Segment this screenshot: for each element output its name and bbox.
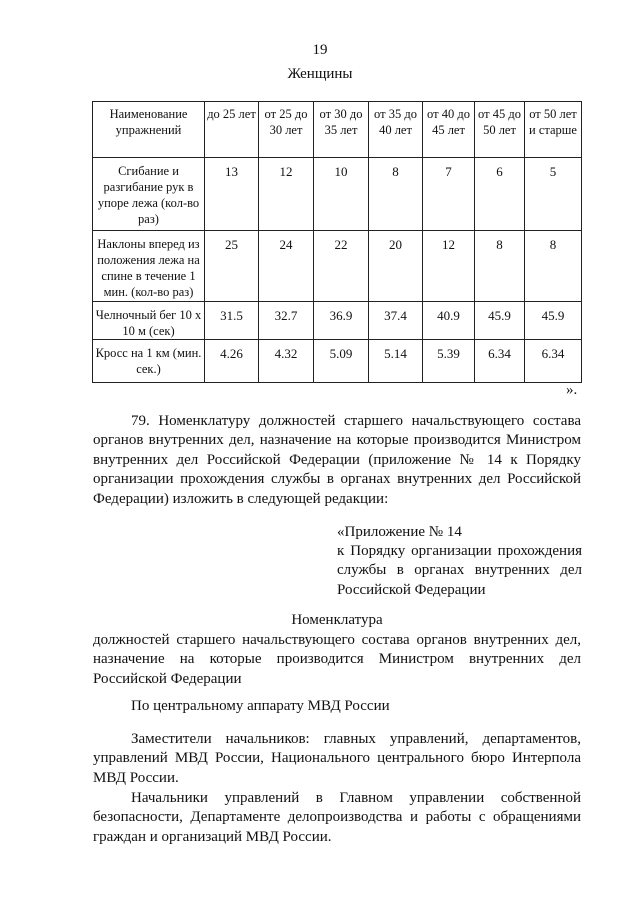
table-cell: 22: [314, 231, 369, 302]
clause-79-paragraph: 79. Номенклатуру должностей старшего начальствующего состава органов внутренних дел, назначение на которые производится Министром внутренних дел Российской Федерации (приложение № 14 к Порядку организации прохождения службы в органах внутренних дел Российской Федерации) изложить в следующей редакции:: [93, 413, 581, 507]
table-cell: 40.9: [423, 302, 475, 340]
table-cell: 13: [205, 158, 259, 231]
table-cell: 20: [369, 231, 423, 302]
table-cell: 32.7: [259, 302, 314, 340]
column-header: от 45 до 50 лет: [475, 102, 525, 158]
table-cell: 4.26: [205, 340, 259, 383]
table-cell: 8: [525, 231, 582, 302]
table-row: [93, 158, 582, 231]
exercise-name: Сгибание и разгибание рук в упоре лежа (кол-во раз): [93, 158, 205, 231]
table-cell: 5.39: [423, 340, 475, 383]
central-apparatus-heading: По центральному аппарату МВД России: [131, 698, 390, 714]
table-row: [93, 302, 582, 340]
section-title: Женщины: [287, 66, 353, 82]
nomenclature-subtitle: должностей старшего начальствующего состава органов внутренних дел, назначение на которые производится Министром внутренних дел Российской Федерации: [93, 632, 581, 687]
table-cell: 6.34: [475, 340, 525, 383]
closing-quote: ».: [566, 382, 578, 398]
table-row: [93, 340, 582, 383]
table-cell: 36.9: [314, 302, 369, 340]
table-cell: 6.34: [525, 340, 582, 383]
table-cell: 45.9: [475, 302, 525, 340]
nomenclature-title: Номенклатура: [291, 612, 383, 628]
exercise-name: Кросс на 1 км (мин. сек.): [93, 340, 205, 383]
table-cell: 12: [259, 158, 314, 231]
column-header: от 40 до 45 лет: [423, 102, 475, 158]
table-cell: 45.9: [525, 302, 582, 340]
table-cell: 5.09: [314, 340, 369, 383]
appendix-reference: [337, 523, 582, 600]
column-header: от 35 до 40 лет: [369, 102, 423, 158]
table-cell: 12: [423, 231, 475, 302]
exercise-name: Челночный бег 10 х 10 м (сек): [93, 302, 205, 340]
table-cell: 8: [475, 231, 525, 302]
position-paragraph: Начальники управлений в Главном управлении собственной безопасности, Департаменте делопроизводства и работы с обращениями граждан и организаций МВД России.: [93, 790, 581, 845]
table-row: [93, 231, 582, 302]
table-cell: 10: [314, 158, 369, 231]
column-header: от 30 до 35 лет: [314, 102, 369, 158]
column-header: от 25 до 30 лет: [259, 102, 314, 158]
table-header-row: [93, 102, 582, 158]
appendix-caption: к Порядку организации прохождения службы в органах внутренних дел Российской Федерации: [337, 543, 582, 598]
table-cell: 5: [525, 158, 582, 231]
fitness-norms-table: [92, 101, 582, 383]
table-cell: 7: [423, 158, 475, 231]
table-cell: 8: [369, 158, 423, 231]
table-cell: 31.5: [205, 302, 259, 340]
page-number: 19: [312, 42, 328, 58]
column-header: Наименование упражнений: [93, 102, 205, 158]
exercise-name: Наклоны вперед из положения лежа на спине в течение 1 мин. (кол-во раз): [93, 231, 205, 302]
column-header: от 50 лет и старше: [525, 102, 582, 158]
table-cell: 5.14: [369, 340, 423, 383]
table-cell: 24: [259, 231, 314, 302]
table-cell: 4.32: [259, 340, 314, 383]
table-cell: 6: [475, 158, 525, 231]
appendix-number: «Приложение № 14: [337, 524, 462, 540]
table-cell: 25: [205, 231, 259, 302]
column-header: до 25 лет: [205, 102, 259, 158]
position-paragraph: Заместители начальников: главных управлений, департаментов, управлений МВД России, Национального центрального бюро Интерпола МВД России.: [93, 731, 581, 786]
table-cell: 37.4: [369, 302, 423, 340]
